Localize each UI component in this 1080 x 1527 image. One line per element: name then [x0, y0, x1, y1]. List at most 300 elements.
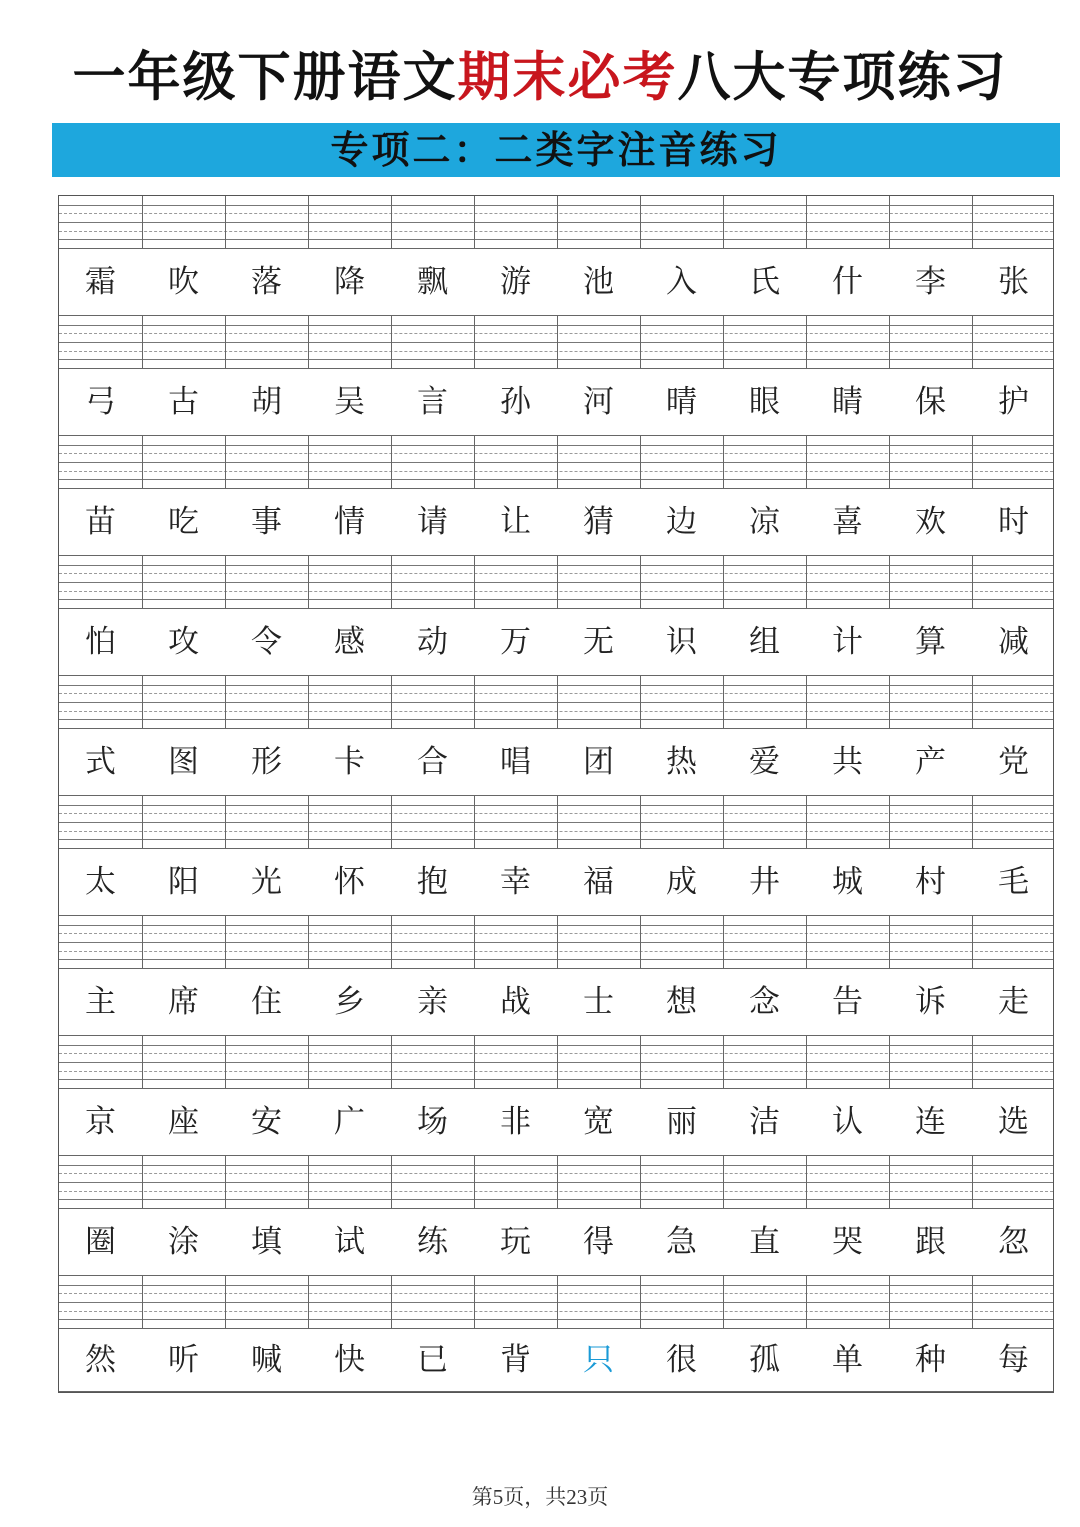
cell-divider — [308, 316, 309, 368]
hanzi-character: 落 — [251, 264, 282, 300]
hanzi-character: 单 — [832, 1342, 863, 1378]
hanzi-character: 情 — [334, 504, 365, 540]
pinyin-writing-band — [59, 676, 1053, 728]
hanzi-character: 让 — [500, 504, 531, 540]
cell-divider — [142, 556, 143, 608]
hanzi-character: 忽 — [998, 1224, 1029, 1260]
hanzi-character: 只 — [583, 1342, 614, 1378]
title-prefix: 一年级下册语文 — [72, 47, 458, 108]
hanzi-character: 令 — [251, 624, 282, 660]
hanzi-character: 然 — [85, 1342, 116, 1378]
hanzi-character: 孤 — [749, 1342, 780, 1378]
section-banner — [52, 123, 1060, 177]
cell-divider — [474, 196, 475, 248]
hanzi-character: 怀 — [334, 864, 365, 900]
title-suffix: 八大专项练习 — [677, 47, 1008, 108]
hanzi-character: 幸 — [500, 864, 531, 900]
hanzi-character: 住 — [251, 984, 282, 1020]
hanzi-character: 成 — [666, 864, 697, 900]
hanzi-character: 算 — [915, 624, 946, 660]
cell-divider — [308, 1036, 309, 1088]
cell-divider — [474, 1036, 475, 1088]
hanzi-character: 已 — [417, 1342, 448, 1378]
cell-divider — [474, 316, 475, 368]
hanzi-character: 党 — [998, 744, 1029, 780]
hanzi-character: 爱 — [749, 744, 780, 780]
hanzi-character: 快 — [334, 1342, 365, 1378]
guide-line — [59, 1319, 1053, 1320]
cell-divider — [557, 436, 558, 488]
hanzi-character: 福 — [583, 864, 614, 900]
hanzi-character: 洁 — [749, 1104, 780, 1140]
cell-divider — [889, 676, 890, 728]
guide-line — [59, 822, 1053, 823]
character-row — [59, 1328, 1053, 1392]
cell-divider — [972, 436, 973, 488]
pinyin-writing-band — [59, 1036, 1053, 1088]
pinyin-writing-band — [59, 1156, 1053, 1208]
character-row — [59, 368, 1053, 436]
cell-divider — [889, 1036, 890, 1088]
cell-divider — [474, 1276, 475, 1328]
cell-divider — [391, 196, 392, 248]
character-row — [59, 1208, 1053, 1276]
cell-divider — [723, 436, 724, 488]
cell-divider — [391, 916, 392, 968]
hanzi-character: 广 — [334, 1104, 365, 1140]
hanzi-character: 城 — [832, 864, 863, 900]
guide-line — [59, 1311, 1053, 1312]
guide-line — [59, 1079, 1053, 1080]
hanzi-character: 涂 — [168, 1224, 199, 1260]
hanzi-character: 猜 — [583, 504, 614, 540]
hanzi-character: 很 — [666, 1342, 697, 1378]
cell-divider — [225, 1036, 226, 1088]
cell-divider — [225, 316, 226, 368]
guide-line — [59, 445, 1053, 446]
hanzi-character: 言 — [417, 384, 448, 420]
guide-line — [59, 942, 1053, 943]
cell-divider — [806, 1276, 807, 1328]
hanzi-character: 告 — [832, 984, 863, 1020]
cell-divider — [889, 1276, 890, 1328]
character-row — [59, 248, 1053, 316]
hanzi-character: 念 — [749, 984, 780, 1020]
guide-line — [59, 582, 1053, 583]
hanzi-character: 游 — [500, 264, 531, 300]
cell-divider — [723, 1036, 724, 1088]
cell-divider — [225, 1156, 226, 1208]
cell-divider — [723, 1156, 724, 1208]
hanzi-character: 背 — [500, 1342, 531, 1378]
hanzi-character: 安 — [251, 1104, 282, 1140]
cell-divider — [474, 436, 475, 488]
cell-divider — [391, 1036, 392, 1088]
cell-divider — [142, 316, 143, 368]
hanzi-character: 战 — [500, 984, 531, 1020]
hanzi-character: 士 — [583, 984, 614, 1020]
cell-divider — [640, 916, 641, 968]
cell-divider — [557, 916, 558, 968]
character-row — [59, 488, 1053, 556]
cell-divider — [391, 436, 392, 488]
cell-divider — [142, 1036, 143, 1088]
guide-line — [59, 591, 1053, 592]
hanzi-character: 场 — [417, 1104, 448, 1140]
cell-divider — [723, 796, 724, 848]
cell-divider — [806, 556, 807, 608]
hanzi-character: 无 — [583, 624, 614, 660]
cell-divider — [142, 436, 143, 488]
guide-line — [59, 813, 1053, 814]
cell-divider — [474, 1156, 475, 1208]
guide-line — [59, 1302, 1053, 1303]
cell-divider — [889, 796, 890, 848]
hanzi-character: 卡 — [334, 744, 365, 780]
cell-divider — [806, 1036, 807, 1088]
hanzi-character: 选 — [998, 1104, 1029, 1140]
cell-divider — [640, 436, 641, 488]
guide-line — [59, 471, 1053, 472]
guide-line — [59, 1045, 1053, 1046]
cell-divider — [806, 916, 807, 968]
hanzi-character: 降 — [334, 264, 365, 300]
cell-divider — [225, 796, 226, 848]
cell-divider — [557, 1036, 558, 1088]
hanzi-character: 什 — [832, 264, 863, 300]
cell-divider — [640, 556, 641, 608]
guide-line — [59, 693, 1053, 694]
hanzi-character: 产 — [915, 744, 946, 780]
cell-divider — [557, 196, 558, 248]
guide-line — [59, 599, 1053, 600]
guide-line — [59, 359, 1053, 360]
cell-divider — [308, 796, 309, 848]
guide-line — [59, 342, 1053, 343]
guide-line — [59, 711, 1053, 712]
cell-divider — [972, 196, 973, 248]
hanzi-character: 主 — [85, 984, 116, 1020]
hanzi-character: 图 — [168, 744, 199, 780]
hanzi-character: 阳 — [168, 864, 199, 900]
cell-divider — [142, 916, 143, 968]
hanzi-character: 太 — [85, 864, 116, 900]
guide-line — [59, 702, 1053, 703]
pinyin-writing-band — [59, 196, 1053, 248]
hanzi-character: 护 — [998, 384, 1029, 420]
cell-divider — [806, 796, 807, 848]
hanzi-character: 填 — [251, 1224, 282, 1260]
guide-line — [59, 222, 1053, 223]
cell-divider — [889, 1156, 890, 1208]
guide-line — [59, 1062, 1053, 1063]
guide-line — [59, 351, 1053, 352]
hanzi-character: 跟 — [915, 1224, 946, 1260]
hanzi-character: 式 — [85, 744, 116, 780]
hanzi-character: 喊 — [251, 1342, 282, 1378]
hanzi-character: 动 — [417, 624, 448, 660]
hanzi-character: 攻 — [168, 624, 199, 660]
hanzi-character: 胡 — [251, 384, 282, 420]
hanzi-character: 计 — [832, 624, 863, 660]
cell-divider — [308, 436, 309, 488]
cell-divider — [723, 1276, 724, 1328]
guide-line — [59, 213, 1053, 214]
cell-divider — [723, 916, 724, 968]
guide-line — [59, 959, 1053, 960]
cell-divider — [557, 556, 558, 608]
hanzi-character: 村 — [915, 864, 946, 900]
cell-divider — [474, 796, 475, 848]
cell-divider — [225, 676, 226, 728]
cell-divider — [557, 1156, 558, 1208]
guide-line — [59, 1191, 1053, 1192]
hanzi-character: 晴 — [666, 384, 697, 420]
hanzi-character: 万 — [500, 624, 531, 660]
guide-line — [59, 1071, 1053, 1072]
pinyin-practice-grid — [58, 195, 1054, 1393]
cell-divider — [972, 1036, 973, 1088]
cell-divider — [557, 1276, 558, 1328]
hanzi-character: 事 — [251, 504, 282, 540]
hanzi-character: 眼 — [749, 384, 780, 420]
cell-divider — [640, 796, 641, 848]
hanzi-character: 感 — [334, 624, 365, 660]
hanzi-character: 哭 — [832, 1224, 863, 1260]
hanzi-character: 京 — [85, 1104, 116, 1140]
hanzi-character: 减 — [998, 624, 1029, 660]
cell-divider — [806, 1156, 807, 1208]
cell-divider — [474, 916, 475, 968]
cell-divider — [723, 196, 724, 248]
cell-divider — [142, 676, 143, 728]
guide-line — [59, 925, 1053, 926]
character-row — [59, 968, 1053, 1036]
cell-divider — [391, 556, 392, 608]
hanzi-character: 宽 — [583, 1104, 614, 1140]
guide-line — [59, 565, 1053, 566]
cell-divider — [308, 1276, 309, 1328]
cell-divider — [225, 436, 226, 488]
hanzi-character: 孙 — [500, 384, 531, 420]
cell-divider — [557, 796, 558, 848]
cell-divider — [972, 316, 973, 368]
cell-divider — [889, 316, 890, 368]
cell-divider — [391, 1156, 392, 1208]
character-row — [59, 848, 1053, 916]
hanzi-character: 丽 — [666, 1104, 697, 1140]
hanzi-character: 每 — [998, 1342, 1029, 1378]
hanzi-character: 怕 — [85, 624, 116, 660]
guide-line — [59, 685, 1053, 686]
guide-line — [59, 453, 1053, 454]
guide-line — [59, 1199, 1053, 1200]
hanzi-character: 共 — [832, 744, 863, 780]
hanzi-character: 睛 — [832, 384, 863, 420]
hanzi-character: 吃 — [168, 504, 199, 540]
pinyin-writing-band — [59, 316, 1053, 368]
guide-line — [59, 1173, 1053, 1174]
hanzi-character: 试 — [334, 1224, 365, 1260]
hanzi-character: 吹 — [168, 264, 199, 300]
hanzi-character: 光 — [251, 864, 282, 900]
hanzi-character: 练 — [417, 1224, 448, 1260]
hanzi-character: 直 — [749, 1224, 780, 1260]
cell-divider — [142, 796, 143, 848]
hanzi-character: 保 — [915, 384, 946, 420]
guide-line — [59, 805, 1053, 806]
cell-divider — [723, 556, 724, 608]
guide-line — [59, 239, 1053, 240]
pinyin-writing-band — [59, 556, 1053, 608]
cell-divider — [972, 1156, 973, 1208]
hanzi-character: 得 — [583, 1224, 614, 1260]
guide-line — [59, 325, 1053, 326]
hanzi-character: 李 — [915, 264, 946, 300]
hanzi-character: 急 — [666, 1224, 697, 1260]
hanzi-character: 认 — [832, 1104, 863, 1140]
cell-divider — [806, 436, 807, 488]
section-title: 专项二：二类字注音练习 — [330, 128, 782, 172]
hanzi-character: 团 — [583, 744, 614, 780]
hanzi-character: 连 — [915, 1104, 946, 1140]
cell-divider — [972, 556, 973, 608]
guide-line — [59, 573, 1053, 574]
guide-line — [59, 1182, 1053, 1183]
cell-divider — [640, 1276, 641, 1328]
guide-line — [59, 839, 1053, 840]
cell-divider — [889, 196, 890, 248]
hanzi-character: 请 — [417, 504, 448, 540]
hanzi-character: 亲 — [417, 984, 448, 1020]
hanzi-character: 席 — [168, 984, 199, 1020]
cell-divider — [972, 916, 973, 968]
hanzi-character: 组 — [749, 624, 780, 660]
cell-divider — [889, 916, 890, 968]
character-row — [59, 608, 1053, 676]
hanzi-character: 古 — [168, 384, 199, 420]
cell-divider — [225, 916, 226, 968]
cell-divider — [474, 556, 475, 608]
hanzi-character: 合 — [417, 744, 448, 780]
cell-divider — [806, 316, 807, 368]
guide-line — [59, 333, 1053, 334]
character-row — [59, 1088, 1053, 1156]
hanzi-character: 座 — [168, 1104, 199, 1140]
hanzi-character: 凉 — [749, 504, 780, 540]
cell-divider — [142, 1156, 143, 1208]
cell-divider — [640, 1036, 641, 1088]
hanzi-character: 弓 — [85, 384, 116, 420]
hanzi-character: 井 — [749, 864, 780, 900]
guide-line — [59, 231, 1053, 232]
hanzi-character: 吴 — [334, 384, 365, 420]
hanzi-character: 飘 — [417, 264, 448, 300]
hanzi-character: 时 — [998, 504, 1029, 540]
pinyin-writing-band — [59, 436, 1053, 488]
guide-line — [59, 205, 1053, 206]
guide-line — [59, 951, 1053, 952]
cell-divider — [557, 676, 558, 728]
hanzi-character: 走 — [998, 984, 1029, 1020]
cell-divider — [972, 1276, 973, 1328]
cell-divider — [889, 556, 890, 608]
guide-line — [59, 933, 1053, 934]
guide-line — [59, 1053, 1053, 1054]
guide-line — [59, 1285, 1053, 1286]
hanzi-character: 边 — [666, 504, 697, 540]
guide-line — [59, 479, 1053, 480]
cell-divider — [723, 316, 724, 368]
cell-divider — [225, 1276, 226, 1328]
hanzi-character: 想 — [666, 984, 697, 1020]
hanzi-character: 氏 — [749, 264, 780, 300]
cell-divider — [308, 556, 309, 608]
guide-line — [59, 831, 1053, 832]
hanzi-character: 诉 — [915, 984, 946, 1020]
guide-line — [59, 1165, 1053, 1166]
hanzi-character: 张 — [998, 264, 1029, 300]
hanzi-character: 喜 — [832, 504, 863, 540]
cell-divider — [972, 676, 973, 728]
hanzi-character: 圈 — [85, 1224, 116, 1260]
hanzi-character: 河 — [583, 384, 614, 420]
page-footer: 第5页，共23页 — [471, 1485, 609, 1509]
cell-divider — [474, 676, 475, 728]
pinyin-writing-band — [59, 796, 1053, 848]
hanzi-character: 欢 — [915, 504, 946, 540]
cell-divider — [308, 196, 309, 248]
cell-divider — [225, 556, 226, 608]
cell-divider — [640, 1156, 641, 1208]
hanzi-character: 唱 — [500, 744, 531, 780]
guide-line — [59, 462, 1053, 463]
hanzi-character: 玩 — [500, 1224, 531, 1260]
cell-divider — [308, 676, 309, 728]
hanzi-character: 霜 — [85, 264, 116, 300]
guide-line — [59, 1293, 1053, 1294]
character-row — [59, 728, 1053, 796]
cell-divider — [640, 196, 641, 248]
cell-divider — [640, 676, 641, 728]
hanzi-character: 种 — [915, 1342, 946, 1378]
pinyin-writing-band — [59, 916, 1053, 968]
page-title — [0, 38, 1080, 118]
pinyin-writing-band — [59, 1276, 1053, 1328]
hanzi-character: 入 — [666, 264, 697, 300]
hanzi-character: 听 — [168, 1342, 199, 1378]
cell-divider — [225, 196, 226, 248]
title-highlight: 期末必考 — [457, 47, 678, 108]
cell-divider — [889, 436, 890, 488]
hanzi-character: 池 — [583, 264, 614, 300]
hanzi-character: 抱 — [417, 864, 448, 900]
cell-divider — [723, 676, 724, 728]
hanzi-character: 非 — [500, 1104, 531, 1140]
cell-divider — [806, 196, 807, 248]
guide-line — [59, 719, 1053, 720]
hanzi-character: 形 — [251, 744, 282, 780]
cell-divider — [640, 316, 641, 368]
cell-divider — [308, 916, 309, 968]
hanzi-character: 乡 — [334, 984, 365, 1020]
cell-divider — [391, 1276, 392, 1328]
cell-divider — [142, 196, 143, 248]
hanzi-character: 毛 — [998, 864, 1029, 900]
cell-divider — [308, 1156, 309, 1208]
cell-divider — [557, 316, 558, 368]
cell-divider — [142, 1276, 143, 1328]
